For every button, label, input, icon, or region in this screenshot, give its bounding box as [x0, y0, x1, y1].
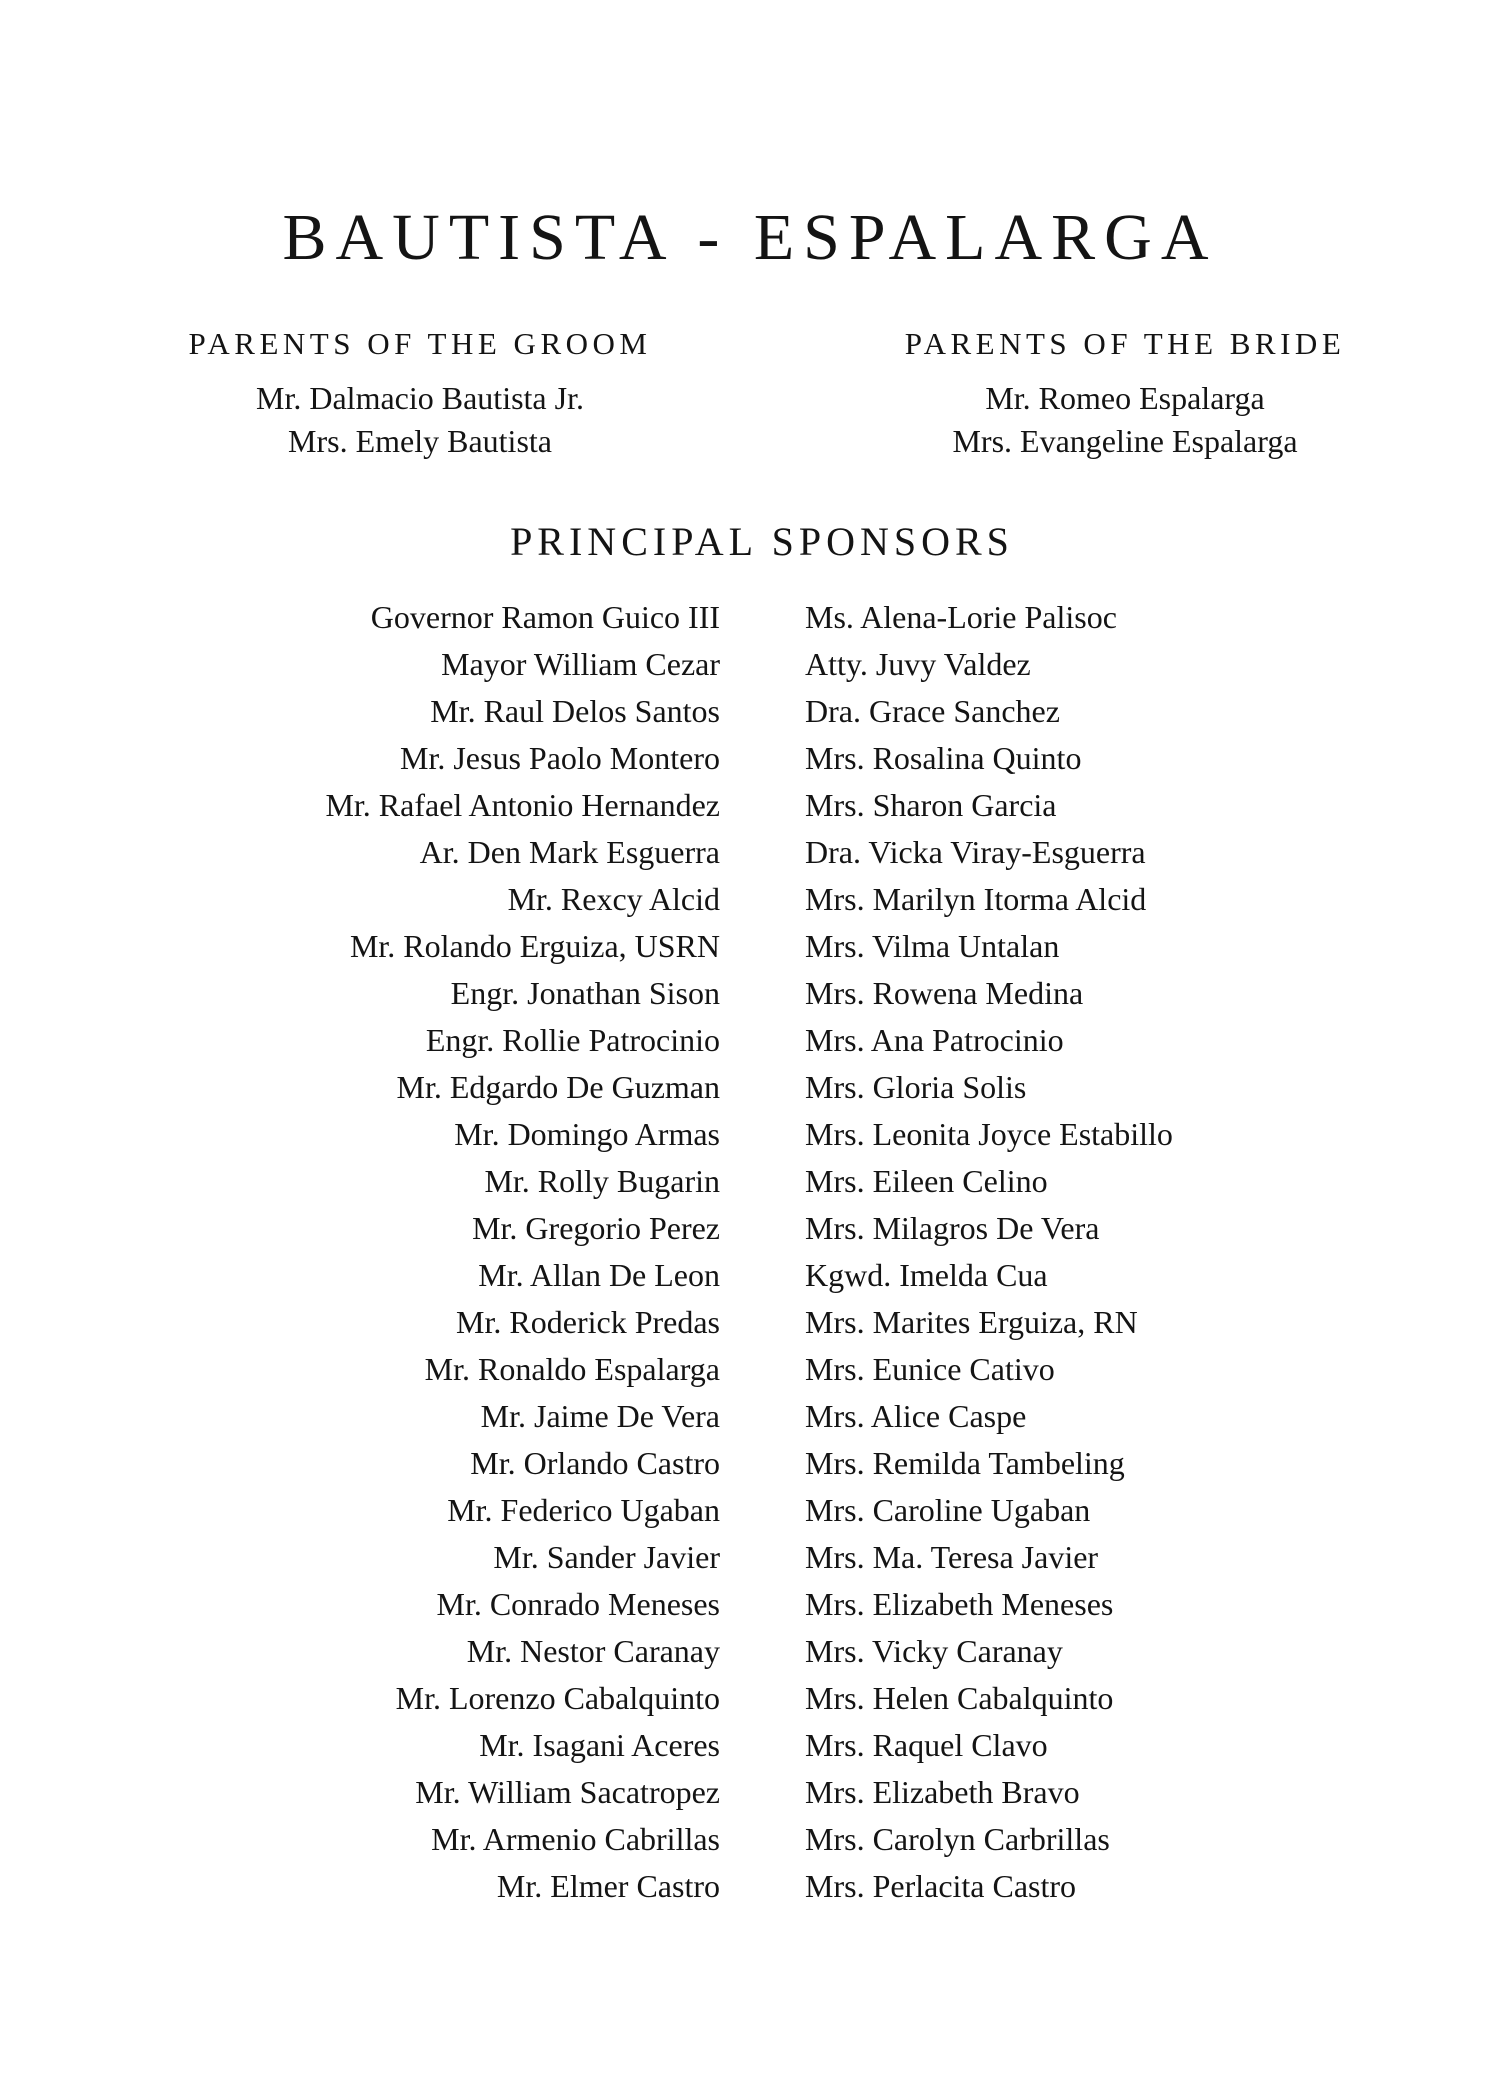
- sponsor-name-right: Mrs. Marilyn Itorma Alcid: [805, 881, 1147, 917]
- sponsor-name-right: Dra. Grace Sanchez: [805, 693, 1060, 729]
- principal-sponsors-heading: PRINCIPAL SPONSORS: [510, 519, 1014, 564]
- sponsor-name-right: Mrs. Raquel Clavo: [805, 1727, 1048, 1763]
- sponsor-name-left: Mr. Orlando Castro: [470, 1445, 720, 1481]
- sponsor-name-right: Mrs. Marites Erguiza, RN: [805, 1304, 1138, 1340]
- sponsor-name-right: Mrs. Eileen Celino: [805, 1163, 1048, 1199]
- parents-bride-heading: PARENTS OF THE BRIDE: [904, 326, 1346, 361]
- sponsor-name-right: Mrs. Elizabeth Bravo: [805, 1774, 1080, 1810]
- sponsor-name-left: Engr. Rollie Patrocinio: [425, 1022, 720, 1058]
- sponsor-name-right: Mrs. Rowena Medina: [805, 975, 1084, 1011]
- sponsor-name-right: Dra. Vicka Viray-Esguerra: [805, 834, 1146, 870]
- sponsor-name-right: Mrs. Ma. Teresa Javier: [805, 1539, 1099, 1575]
- sponsor-name-right: Mrs. Carolyn Carbrillas: [805, 1821, 1110, 1857]
- sponsor-name-left: Mr. Armenio Cabrillas: [431, 1821, 720, 1857]
- sponsor-name-right: Mrs. Rosalina Quinto: [805, 740, 1082, 776]
- sponsor-name-left: Mr. Sander Javier: [493, 1539, 720, 1575]
- sponsor-name-left: Mr. Lorenzo Cabalquinto: [395, 1680, 720, 1716]
- sponsor-name-right: Mrs. Alice Caspe: [805, 1398, 1027, 1434]
- sponsor-name-right: Mrs. Elizabeth Meneses: [805, 1586, 1114, 1622]
- sponsor-name-right: Kgwd. Imelda Cua: [805, 1257, 1048, 1293]
- sponsor-name-left: Mr. Elmer Castro: [496, 1868, 720, 1904]
- sponsor-name-left: Mr. Rexcy Alcid: [507, 881, 720, 917]
- parents-of-the-groom: [140, 328, 700, 463]
- parents-groom-heading: PARENTS OF THE GROOM: [188, 326, 652, 361]
- sponsor-name-right: Ms. Alena-Lorie Palisoc: [805, 599, 1117, 635]
- sponsor-name-left: Mr. Gregorio Perez: [472, 1210, 720, 1246]
- bride-father-name: Mr. Romeo Espalarga: [985, 380, 1265, 416]
- sponsor-name-right: Mrs. Milagros De Vera: [805, 1210, 1100, 1246]
- sponsor-name-right: Mrs. Leonita Joyce Estabillo: [805, 1116, 1173, 1152]
- sponsor-name-left: Mr. Domingo Armas: [454, 1116, 720, 1152]
- sponsor-name-right: Mrs. Remilda Tambeling: [805, 1445, 1125, 1481]
- sponsor-name-left: Mr. Rafael Antonio Hernandez: [325, 787, 720, 823]
- sponsors-right-column: [805, 594, 1173, 1910]
- sponsor-name-right: Mrs. Eunice Cativo: [805, 1351, 1055, 1387]
- sponsor-name-left: Mr. Edgardo De Guzman: [396, 1069, 720, 1105]
- sponsor-name-left: Mr. Federico Ugaban: [447, 1492, 720, 1528]
- sponsor-name-left: Mr. Roderick Predas: [456, 1304, 720, 1340]
- sponsor-name-right: Atty. Juvy Valdez: [805, 646, 1031, 682]
- sponsor-name-left: Mr. Rolando Erguiza, USRN: [349, 928, 720, 964]
- sponsor-name-right: Mrs. Perlacita Castro: [805, 1868, 1077, 1904]
- sponsors-left-column: [325, 594, 720, 1910]
- sponsor-name-right: Mrs. Gloria Solis: [805, 1069, 1027, 1105]
- parents-of-the-bride: [845, 328, 1405, 463]
- sponsor-name-left: Mayor William Cezar: [441, 646, 720, 682]
- bride-mother-name: Mrs. Evangeline Espalarga: [952, 423, 1298, 459]
- sponsor-name-left: Mr. Isagani Aceres: [479, 1727, 720, 1763]
- sponsor-name-left: Mr. Rolly Bugarin: [484, 1163, 720, 1199]
- couple-title: BAUTISTA - ESPALARGA: [282, 201, 1218, 274]
- sponsor-name-left: Mr. Jaime De Vera: [480, 1398, 720, 1434]
- sponsor-name-right: Mrs. Vicky Caranay: [805, 1633, 1063, 1669]
- sponsor-name-left: Engr. Jonathan Sison: [450, 975, 720, 1011]
- sponsor-name-left: Mr. Raul Delos Santos: [430, 693, 720, 729]
- sponsor-name-left: Ar. Den Mark Esguerra: [419, 834, 720, 870]
- groom-mother-name: Mrs. Emely Bautista: [288, 423, 552, 459]
- sponsor-name-right: Mrs. Caroline Ugaban: [805, 1492, 1091, 1528]
- sponsor-name-right: Mrs. Ana Patrocinio: [805, 1022, 1064, 1058]
- sponsor-name-right: Mrs. Vilma Untalan: [805, 928, 1060, 964]
- sponsor-name-left: Mr. Nestor Caranay: [466, 1633, 720, 1669]
- sponsor-name-right: Mrs. Helen Cabalquinto: [805, 1680, 1114, 1716]
- sponsor-name-left: Mr. Conrado Meneses: [436, 1586, 720, 1622]
- sponsor-name-left: Governor Ramon Guico III: [370, 599, 720, 635]
- sponsor-name-left: Mr. Ronaldo Espalarga: [424, 1351, 720, 1387]
- groom-father-name: Mr. Dalmacio Bautista Jr.: [256, 380, 584, 416]
- sponsor-name-left: Mr. Allan De Leon: [478, 1257, 720, 1293]
- sponsor-name-right: Mrs. Sharon Garcia: [805, 787, 1057, 823]
- sponsor-name-left: Mr. Jesus Paolo Montero: [400, 740, 720, 776]
- sponsor-name-left: Mr. William Sacatropez: [415, 1774, 720, 1810]
